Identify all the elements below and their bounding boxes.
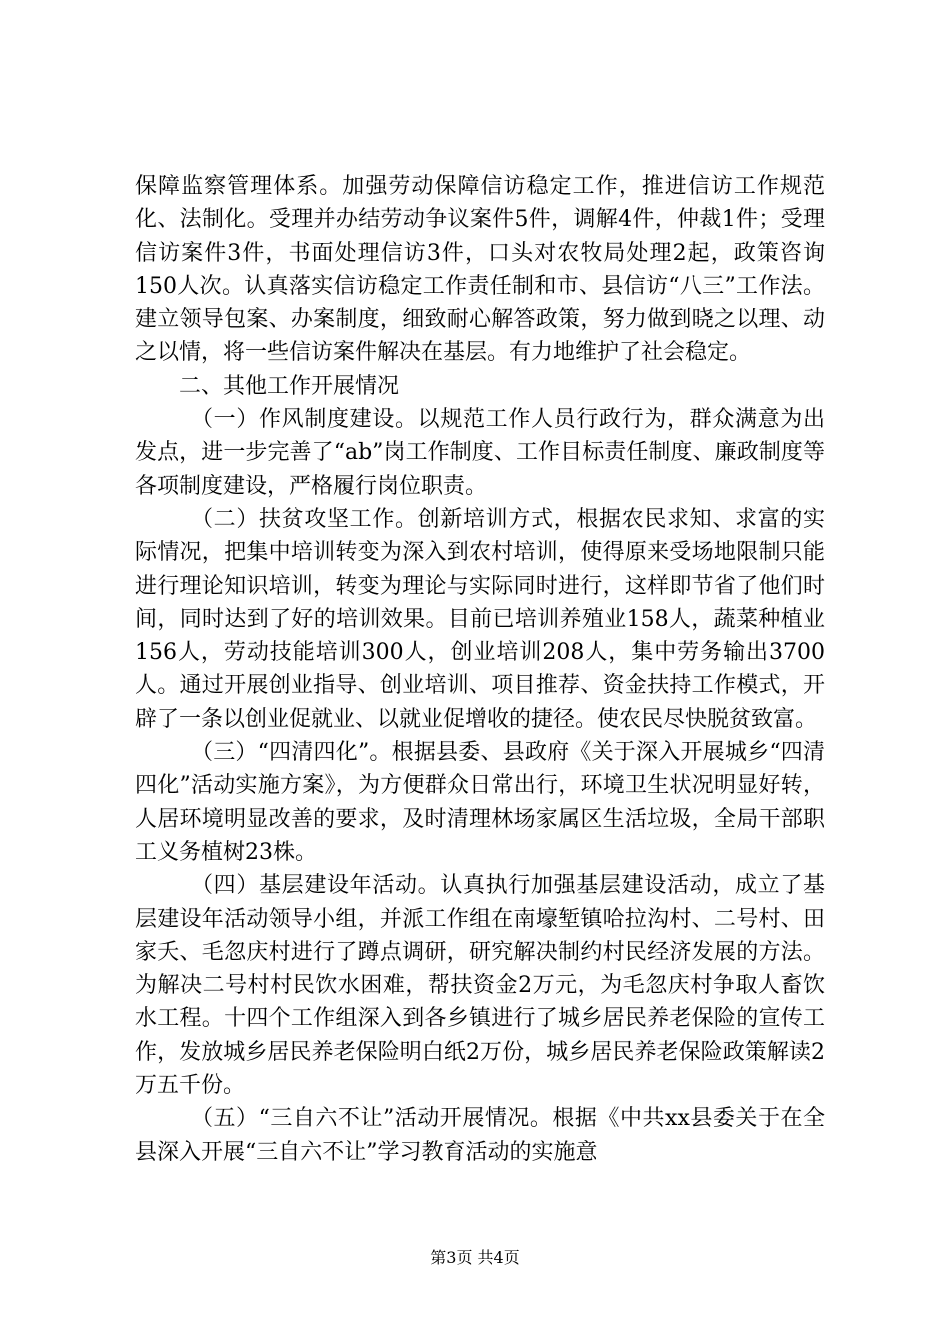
paragraph-labor-petition: 保障监察管理体系。加强劳动保障信访稳定工作，推进信访工作规范化、法制化。受理并办结劳动争议案件5件，调解4件，仲裁1件；受理信访案件3件，书面处理信访3件，口头对农牧局处理2起，政策咨询150人次。认真落实信访稳定工作责任制和市、县信访“八三”工作法。建立领导包案、办案制度，细致耐心解答政策，努力做到晓之以理、动之以情，将一些信访案件解决在基层。有力地维护了社会稳定。 [135, 174, 825, 366]
page-footer: 第3页 共4页 [430, 1248, 520, 1267]
paragraph-poverty-alleviation: （二）扶贫攻坚工作。创新培训方式，根据农民求知、求富的实际情况，把集中培训转变为深入到农村培训，使得原来受场地限制只能进行理论知识培训，转变为理论与实际同时进行，这样即节省了他们时间，同时达到了好的培训效果。目前已培训养殖业158人，蔬菜种植业156人，劳动技能培训300人，创业培训208人，集中劳务输出3700人。通过开展创业指导、创业培训、项目推荐、资金扶持工作模式，开辟了一条以创业促就业、以就业促增收的捷径。使农民尽快脱贫致富。 [135, 506, 825, 732]
paragraph-three-self: （五）“三自六不让”活动开展情况。根据《中共xx县委关于在全县深入开展“三自六不让”学习教育活动的实施意 [135, 1106, 825, 1165]
paragraph-grassroots: （四）基层建设年活动。认真执行加强基层建设活动，成立了基层建设年活动领导小组，并派工作组在南壕堑镇哈拉沟村、二号村、田家夭、毛忽庆村进行了蹲点调研，研究解决制约村民经济发展的方法。为解决二号村村民饮水困难，帮扶资金2万元，为毛忽庆村争取人畜饮水工程。十四个工作组深入到各乡镇进行了城乡居民养老保险的宣传工作，发放城乡居民养老保险明白纸2万份，城乡居民养老保险政策解读2万五千份。 [135, 873, 825, 1099]
paragraph-four-clean: （三）“四清四化”。根据县委、县政府《关于深入开展城乡“四清四化”活动实施方案》，为方便群众日常出行，环境卫生状况明显好转，人居环境明显改善的要求，及时清理林场家属区生活垃圾，全局干部职工义务植树23株。 [135, 740, 825, 865]
section-heading-other-work: 二、其他工作开展情况 [179, 373, 400, 399]
paragraph-work-style: （一）作风制度建设。以规范工作人员行政行为，群众满意为出发点，进一步完善了“ab”岗工作制度、工作目标责任制度、廉政制度等各项制度建设，严格履行岗位职责。 [135, 407, 825, 499]
document-body [135, 170, 825, 1169]
